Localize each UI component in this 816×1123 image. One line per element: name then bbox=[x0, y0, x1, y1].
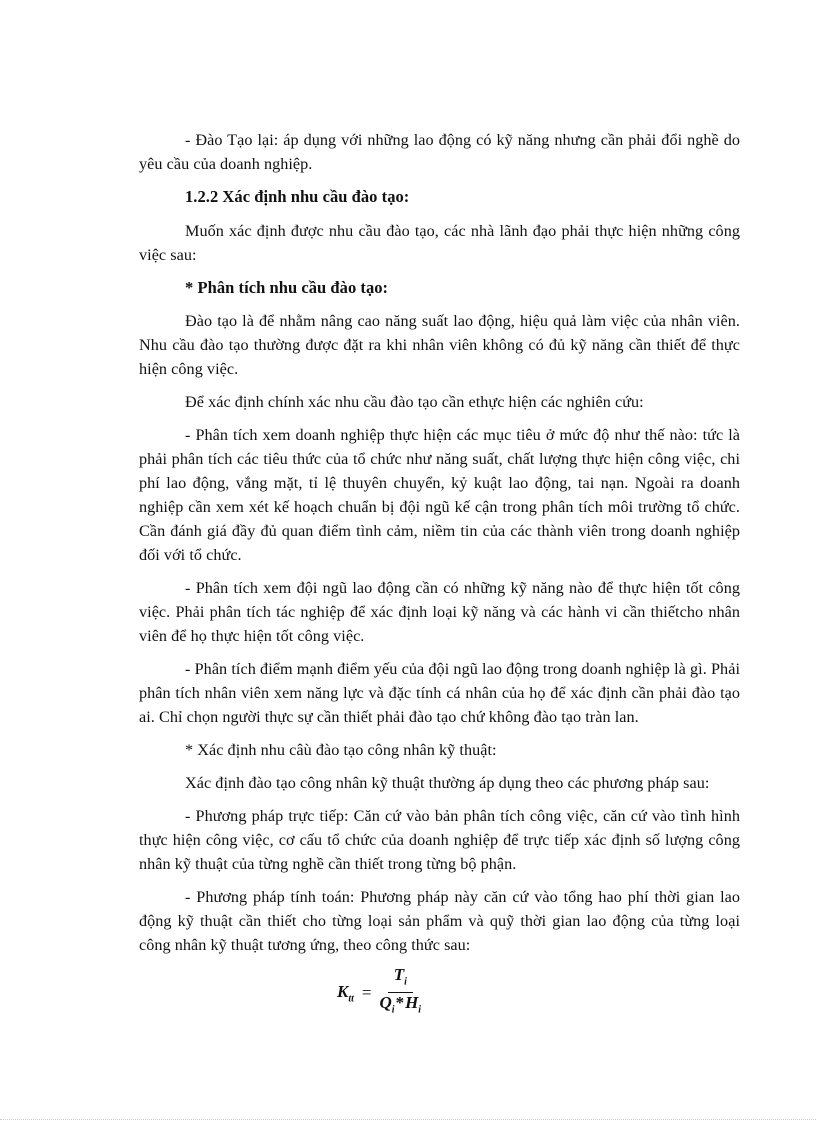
formula-denominator: $Q_i*H_i$ bbox=[379, 993, 422, 1016]
paragraph-research-needed: Để xác định chính xác nhu cầu đào tạo cần ethực hiện các nghiên cứu: bbox=[185, 393, 644, 411]
formula-numerator: $T_i$ bbox=[388, 966, 413, 993]
page-body bbox=[139, 128, 740, 966]
formula-equals: = bbox=[361, 982, 372, 1002]
formula-lhs: $K_{tt}$ bbox=[337, 981, 354, 1005]
formula-fraction bbox=[376, 966, 426, 1020]
paragraph-intro: Muốn xác định được nhu cầu đào tạo, các nhà lãnh đạo phải thực hiện những công việc sau: bbox=[139, 222, 740, 264]
paragraph-training-purpose: Đào tạo là để nhằm nâng cao năng suất lao động, hiệu quả làm việc của nhân viên. Nhu cầu đào tạo thường được đặt ra khi nhân viên không có đủ kỹ năng cần thiết để thực hiện công việc. bbox=[139, 312, 740, 378]
subsection-heading-analysis: * Phân tích nhu cầu đào tạo: bbox=[185, 278, 389, 297]
paragraph-strength-weakness: - Phân tích điểm mạnh điểm yếu của đội ngũ lao động trong doanh nghiệp là gì. Phải phân tích nhân viên xem năng lực và đặc tính cá nhân của họ để xác định cần phải đào tạo ai. Chỉ chọn người thực sự cần thiết phải đào tạo chứ không đào tạo tràn lan. bbox=[139, 660, 740, 726]
paragraph-calculation-method: - Phương pháp tính toán: Phương pháp này căn cứ vào tổng hao phí thời gian lao động kỹ thuật cần thiết cho từng loại sản phẩm và quỹ thời gian lao động của từng loại công nhân kỹ thuật tương ứng, theo công thức sau: bbox=[139, 888, 740, 954]
paragraph-retraining: - Đào Tạo lại: áp dụng với những lao động có kỹ năng nhưng cần phải đổi nghề do yêu cầu của doanh nghiệp. bbox=[139, 131, 740, 173]
paragraph-methods: Xác định đào tạo công nhân kỹ thuật thường áp dụng theo các phương pháp sau: bbox=[185, 774, 710, 792]
paragraph-org-analysis: - Phân tích xem doanh nghiệp thực hiện các mục tiêu ở mức độ như thế nào: tức là phải phân tích các tiêu thức của tổ chức như năng suất, chất lượng thực hiện công việc, chi phí lao động, vắng mặt, tỉ lệ thuyên chuyển, kỷ kuật lao động, tai nạn. Ngoài ra doanh nghiệp cần xem xét kế hoạch chuẩn bị đội ngũ kế cận trong phân tích môi trường tổ chức. Cần đánh giá đầy đủ quan điểm tình cảm, niềm tin của các thành viên trong doanh nghiệp đối với tổ chức. bbox=[139, 426, 740, 564]
section-heading: 1.2.2 Xác định nhu cầu đào tạo: bbox=[185, 187, 410, 206]
page-bottom-divider bbox=[0, 1119, 816, 1120]
formula bbox=[337, 966, 425, 1020]
paragraph-skill-analysis: - Phân tích xem đội ngũ lao động cần có những kỹ năng nào để thực hiện tốt công việc. Phải phân tích tác nghiệp để xác định loại kỹ năng và các hành vi cần thiếtcho nhân viên để họ thực hiện tốt công việc. bbox=[139, 579, 740, 645]
paragraph-technical-workers: * Xác định nhu câù đào tạo công nhân kỹ thuật: bbox=[185, 741, 497, 759]
paragraph-direct-method: - Phương pháp trực tiếp: Căn cứ vào bản phân tích công việc, căn cứ vào tình hình thực hiện công việc, cơ cấu tổ chức của doanh nghiệp để trực tiếp xác định số lượng công nhân kỹ thuật của từng nghề cần thiết trong từng bộ phận. bbox=[139, 807, 740, 873]
